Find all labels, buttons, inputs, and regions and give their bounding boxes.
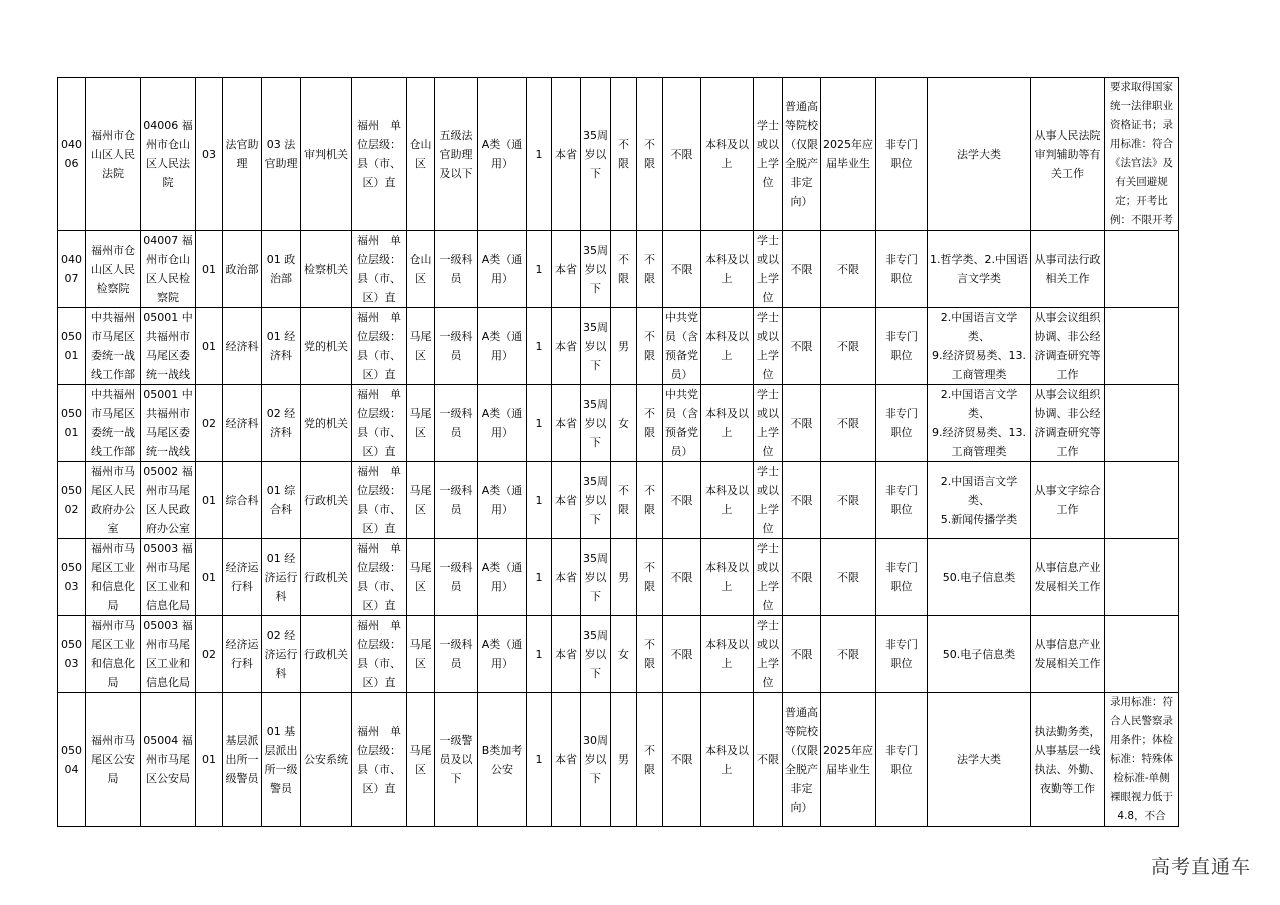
cell-political-status: 中共党 员（含 预备党 员）	[663, 385, 701, 462]
cell-ethnicity: 不 限	[637, 693, 663, 827]
cell-school-type: 不限	[783, 231, 821, 308]
cell-political-status: 不限	[663, 693, 701, 827]
cell-gender: 不限	[611, 231, 637, 308]
cell-job-description: 从事人民法院 审判辅助等有 关工作	[1031, 78, 1105, 231]
cell-age-limit: 35周 岁以 下	[581, 78, 611, 231]
cell-unit-level: 福州 单 位层级： 县（市、 区）直	[352, 385, 407, 462]
cell-job-description: 从事信息产业 发展相关工作	[1031, 539, 1105, 616]
cell-job-description: 从事信息产业 发展相关工作	[1031, 616, 1105, 693]
cell-education: 本科及以 上	[701, 616, 754, 693]
cell-position-code-name: 02 经 济科	[262, 385, 301, 462]
cell-education: 本科及以 上	[701, 539, 754, 616]
cell-rank: 一级科 员	[435, 231, 478, 308]
cell-remarks	[1105, 616, 1179, 693]
cell-exam-category: A类（通 用）	[478, 231, 527, 308]
cell-position-no: 01	[196, 693, 223, 827]
cell-age-limit: 35周 岁以 下	[581, 616, 611, 693]
cell-school-type: 不限	[783, 462, 821, 539]
cell-position-code-name: 01 综 合科	[262, 462, 301, 539]
cell-position-type: 非专门 职位	[876, 616, 928, 693]
cell-job-description: 从事文字综合 工作	[1031, 462, 1105, 539]
cell-candidate-status: 不限	[821, 308, 876, 385]
cell-household-scope: 本省	[552, 231, 581, 308]
cell-district: 马尾 区	[407, 539, 435, 616]
cell-position-name: 经济运 行科	[223, 539, 262, 616]
cell-rank: 五级法 官助理 及以下	[435, 78, 478, 231]
cell-gender: 男	[611, 308, 637, 385]
cell-job-description: 执法勤务类， 从事基层一线 执法、外勤、 夜勤等工作	[1031, 693, 1105, 827]
cell-candidate-status: 2025年应 届毕业生	[821, 78, 876, 231]
cell-degree: 学士 或以 上学 位	[754, 78, 783, 231]
cell-remarks	[1105, 308, 1179, 385]
cell-position-name: 综合科	[223, 462, 262, 539]
cell-major: 2.中国语言文学类、 9.经济贸易类、13. 工商管理类	[928, 308, 1031, 385]
cell-agency-name: 福州市仓 山区人民 检察院	[86, 231, 141, 308]
cell-remarks	[1105, 385, 1179, 462]
cell-position-code: 050 04	[58, 693, 86, 827]
cell-position-name: 经济运 行科	[223, 616, 262, 693]
cell-major: 50.电子信息类	[928, 616, 1031, 693]
cell-remarks	[1105, 539, 1179, 616]
cell-remarks: 录用标准：符 合人民警察录 用条件；体检 标准：特殊体 检标准-单侧 裸眼视力低于 4.8，不合	[1105, 693, 1179, 827]
cell-position-type: 非专门 职位	[876, 78, 928, 231]
cell-unit-level: 福州 单 位层级： 县（市、 区）直	[352, 78, 407, 231]
cell-headcount: 1	[527, 693, 552, 827]
cell-exam-category: A类（通 用）	[478, 462, 527, 539]
cell-rank: 一级科 员	[435, 462, 478, 539]
cell-rank: 一级警 员及以 下	[435, 693, 478, 827]
cell-exam-category: A类（通 用）	[478, 385, 527, 462]
cell-education: 本科及以 上	[701, 693, 754, 827]
cell-education: 本科及以 上	[701, 462, 754, 539]
cell-political-status: 不限	[663, 616, 701, 693]
cell-unit-level: 福州 单 位层级： 县（市、 区）直	[352, 616, 407, 693]
cell-household-scope: 本省	[552, 693, 581, 827]
cell-household-scope: 本省	[552, 308, 581, 385]
cell-unit-level: 福州 单 位层级： 县（市、 区）直	[352, 539, 407, 616]
cell-gender: 不限	[611, 462, 637, 539]
cell-agency-type: 党的机关	[301, 385, 352, 462]
cell-education: 本科及以 上	[701, 78, 754, 231]
cell-agency-code-name: 05004 福 州市马尾 区公安局	[141, 693, 196, 827]
cell-agency-code-name: 04007 福 州市仓山 区人民检 察院	[141, 231, 196, 308]
table-row	[58, 231, 1179, 308]
cell-position-type: 非专门 职位	[876, 308, 928, 385]
cell-remarks: 要求取得国家 统一法律职业 资格证书；录 用标准：符合 《法官法》及 有关回避规 定；开考比 例：不限开考	[1105, 78, 1179, 231]
table-row	[58, 308, 1179, 385]
cell-position-code-name: 02 经 济运行 科	[262, 616, 301, 693]
cell-district: 仓山 区	[407, 78, 435, 231]
cell-age-limit: 35周 岁以 下	[581, 308, 611, 385]
cell-district: 仓山 区	[407, 231, 435, 308]
cell-agency-code-name: 05002 福 州市马尾 区人民政 府办公室	[141, 462, 196, 539]
cell-position-code: 040 06	[58, 78, 86, 231]
cell-degree: 学士 或以 上学 位	[754, 231, 783, 308]
table-row	[58, 539, 1179, 616]
cell-position-code: 050 03	[58, 616, 86, 693]
cell-position-code-name: 01 经 济科	[262, 308, 301, 385]
cell-age-limit: 35周 岁以 下	[581, 231, 611, 308]
cell-school-type: 普通高 等院校 （仅限 全脱产 非定 向）	[783, 78, 821, 231]
cell-major: 法学大类	[928, 78, 1031, 231]
table-row	[58, 616, 1179, 693]
cell-gender: 男	[611, 539, 637, 616]
cell-district: 马尾 区	[407, 616, 435, 693]
cell-age-limit: 30周 岁以 下	[581, 693, 611, 827]
cell-job-description: 从事会议组织 协调、非公经 济调查研究等 工作	[1031, 385, 1105, 462]
cell-age-limit: 35周 岁以 下	[581, 539, 611, 616]
cell-school-type: 不限	[783, 308, 821, 385]
cell-position-no: 01	[196, 539, 223, 616]
cell-position-type: 非专门 职位	[876, 385, 928, 462]
table-row	[58, 462, 1179, 539]
cell-major: 法学大类	[928, 693, 1031, 827]
cell-position-code: 050 03	[58, 539, 86, 616]
cell-position-no: 02	[196, 616, 223, 693]
cell-headcount: 1	[527, 539, 552, 616]
cell-major: 50.电子信息类	[928, 539, 1031, 616]
cell-headcount: 1	[527, 462, 552, 539]
cell-agency-name: 福州市马 尾区公安 局	[86, 693, 141, 827]
cell-gender: 女	[611, 616, 637, 693]
cell-ethnicity: 不 限	[637, 385, 663, 462]
cell-job-description: 从事会议组织 协调、非公经 济调查研究等 工作	[1031, 308, 1105, 385]
table-row	[58, 693, 1179, 827]
cell-position-type: 非专门 职位	[876, 693, 928, 827]
cell-position-code: 050 01	[58, 385, 86, 462]
cell-agency-name: 中共福州 市马尾区 委统一战 线工作部	[86, 385, 141, 462]
cell-major: 2.中国语言文学类、 5.新闻传播学类	[928, 462, 1031, 539]
cell-position-name: 经济科	[223, 308, 262, 385]
cell-ethnicity: 不 限	[637, 462, 663, 539]
cell-exam-category: A类（通 用）	[478, 308, 527, 385]
cell-position-type: 非专门 职位	[876, 231, 928, 308]
cell-agency-name: 福州市仓 山区人民 法院	[86, 78, 141, 231]
cell-district: 马尾 区	[407, 385, 435, 462]
cell-political-status: 中共党 员（含 预备党 员）	[663, 308, 701, 385]
cell-agency-type: 行政机关	[301, 616, 352, 693]
cell-position-no: 01	[196, 231, 223, 308]
cell-headcount: 1	[527, 616, 552, 693]
cell-rank: 一级科 员	[435, 616, 478, 693]
watermark-text: 高考直通车	[1150, 856, 1251, 878]
cell-ethnicity: 不 限	[637, 308, 663, 385]
cell-agency-type: 审判机关	[301, 78, 352, 231]
cell-position-code: 050 01	[58, 308, 86, 385]
cell-degree: 学士 或以 上学 位	[754, 308, 783, 385]
cell-school-type: 不限	[783, 616, 821, 693]
cell-ethnicity: 不 限	[637, 539, 663, 616]
cell-position-no: 03	[196, 78, 223, 231]
cell-position-name: 政治部	[223, 231, 262, 308]
cell-headcount: 1	[527, 78, 552, 231]
cell-position-code-name: 01 基 层派出 所一级 警员	[262, 693, 301, 827]
positions-table	[57, 77, 1179, 827]
cell-agency-type: 公安系统	[301, 693, 352, 827]
cell-agency-type: 党的机关	[301, 308, 352, 385]
cell-position-no: 02	[196, 385, 223, 462]
cell-position-code-name: 03 法 官助理	[262, 78, 301, 231]
cell-age-limit: 35周 岁以 下	[581, 385, 611, 462]
cell-school-type: 不限	[783, 385, 821, 462]
table-row	[58, 385, 1179, 462]
cell-agency-code-name: 04006 福 州市仓山 区人民法 院	[141, 78, 196, 231]
cell-age-limit: 35周 岁以 下	[581, 462, 611, 539]
cell-gender: 男	[611, 693, 637, 827]
cell-exam-category: A类（通 用）	[478, 539, 527, 616]
cell-household-scope: 本省	[552, 78, 581, 231]
table-row	[58, 78, 1179, 231]
cell-unit-level: 福州 单 位层级： 县（市、 区）直	[352, 308, 407, 385]
cell-political-status: 不限	[663, 539, 701, 616]
cell-candidate-status: 不限	[821, 539, 876, 616]
cell-unit-level: 福州 单 位层级： 县（市、 区）直	[352, 693, 407, 827]
cell-position-type: 非专门 职位	[876, 462, 928, 539]
cell-agency-code-name: 05003 福 州市马尾 区工业和 信息化局	[141, 616, 196, 693]
cell-gender: 不限	[611, 78, 637, 231]
cell-rank: 一级科 员	[435, 385, 478, 462]
cell-exam-category: A类（通 用）	[478, 78, 527, 231]
cell-agency-name: 福州市马 尾区人民 政府办公 室	[86, 462, 141, 539]
cell-position-type: 非专门 职位	[876, 539, 928, 616]
cell-degree: 不限	[754, 693, 783, 827]
cell-district: 马尾 区	[407, 308, 435, 385]
cell-remarks	[1105, 231, 1179, 308]
cell-district: 马尾 区	[407, 462, 435, 539]
cell-position-no: 01	[196, 308, 223, 385]
cell-candidate-status: 不限	[821, 462, 876, 539]
cell-exam-category: A类（通 用）	[478, 616, 527, 693]
cell-candidate-status: 不限	[821, 231, 876, 308]
cell-position-code-name: 01 政 治部	[262, 231, 301, 308]
cell-education: 本科及以 上	[701, 231, 754, 308]
cell-household-scope: 本省	[552, 385, 581, 462]
cell-major: 2.中国语言文学类、 9.经济贸易类、13. 工商管理类	[928, 385, 1031, 462]
cell-political-status: 不限	[663, 231, 701, 308]
cell-unit-level: 福州 单 位层级： 县（市、 区）直	[352, 231, 407, 308]
cell-position-code: 040 07	[58, 231, 86, 308]
cell-position-no: 01	[196, 462, 223, 539]
cell-agency-code-name: 05001 中 共福州市 马尾区委 统一战线	[141, 385, 196, 462]
cell-district: 马尾 区	[407, 693, 435, 827]
cell-agency-name: 中共福州 市马尾区 委统一战 线工作部	[86, 308, 141, 385]
cell-degree: 学士 或以 上学 位	[754, 462, 783, 539]
cell-position-name: 经济科	[223, 385, 262, 462]
cell-household-scope: 本省	[552, 462, 581, 539]
cell-household-scope: 本省	[552, 616, 581, 693]
cell-degree: 学士 或以 上学 位	[754, 539, 783, 616]
cell-education: 本科及以 上	[701, 385, 754, 462]
cell-position-name: 基层派 出所一 级警员	[223, 693, 262, 827]
cell-major: 1.哲学类、2.中国语 言文学类	[928, 231, 1031, 308]
cell-agency-name: 福州市马 尾区工业 和信息化 局	[86, 539, 141, 616]
cell-exam-category: B类加考 公安	[478, 693, 527, 827]
cell-agency-name: 福州市马 尾区工业 和信息化 局	[86, 616, 141, 693]
cell-political-status: 不限	[663, 78, 701, 231]
cell-job-description: 从事司法行政 相关工作	[1031, 231, 1105, 308]
cell-unit-level: 福州 单 位层级： 县（市、 区）直	[352, 462, 407, 539]
cell-education: 本科及以 上	[701, 308, 754, 385]
cell-position-name: 法官助 理	[223, 78, 262, 231]
cell-candidate-status: 不限	[821, 385, 876, 462]
cell-household-scope: 本省	[552, 539, 581, 616]
cell-agency-code-name: 05001 中 共福州市 马尾区委 统一战线	[141, 308, 196, 385]
cell-agency-type: 检察机关	[301, 231, 352, 308]
cell-position-code: 050 02	[58, 462, 86, 539]
cell-degree: 学士 或以 上学 位	[754, 385, 783, 462]
cell-headcount: 1	[527, 231, 552, 308]
cell-headcount: 1	[527, 308, 552, 385]
cell-ethnicity: 不 限	[637, 78, 663, 231]
cell-agency-type: 行政机关	[301, 462, 352, 539]
cell-agency-type: 行政机关	[301, 539, 352, 616]
cell-school-type: 普通高 等院校 （仅限 全脱产 非定 向）	[783, 693, 821, 827]
cell-position-code-name: 01 经 济运行 科	[262, 539, 301, 616]
cell-remarks	[1105, 462, 1179, 539]
cell-political-status: 不限	[663, 462, 701, 539]
cell-candidate-status: 2025年应 届毕业生	[821, 693, 876, 827]
cell-degree: 学士 或以 上学 位	[754, 616, 783, 693]
cell-candidate-status: 不限	[821, 616, 876, 693]
cell-rank: 一级科 员	[435, 539, 478, 616]
cell-rank: 一级科 员	[435, 308, 478, 385]
cell-gender: 女	[611, 385, 637, 462]
cell-ethnicity: 不 限	[637, 616, 663, 693]
cell-school-type: 不限	[783, 539, 821, 616]
cell-headcount: 1	[527, 385, 552, 462]
cell-ethnicity: 不 限	[637, 231, 663, 308]
cell-agency-code-name: 05003 福 州市马尾 区工业和 信息化局	[141, 539, 196, 616]
